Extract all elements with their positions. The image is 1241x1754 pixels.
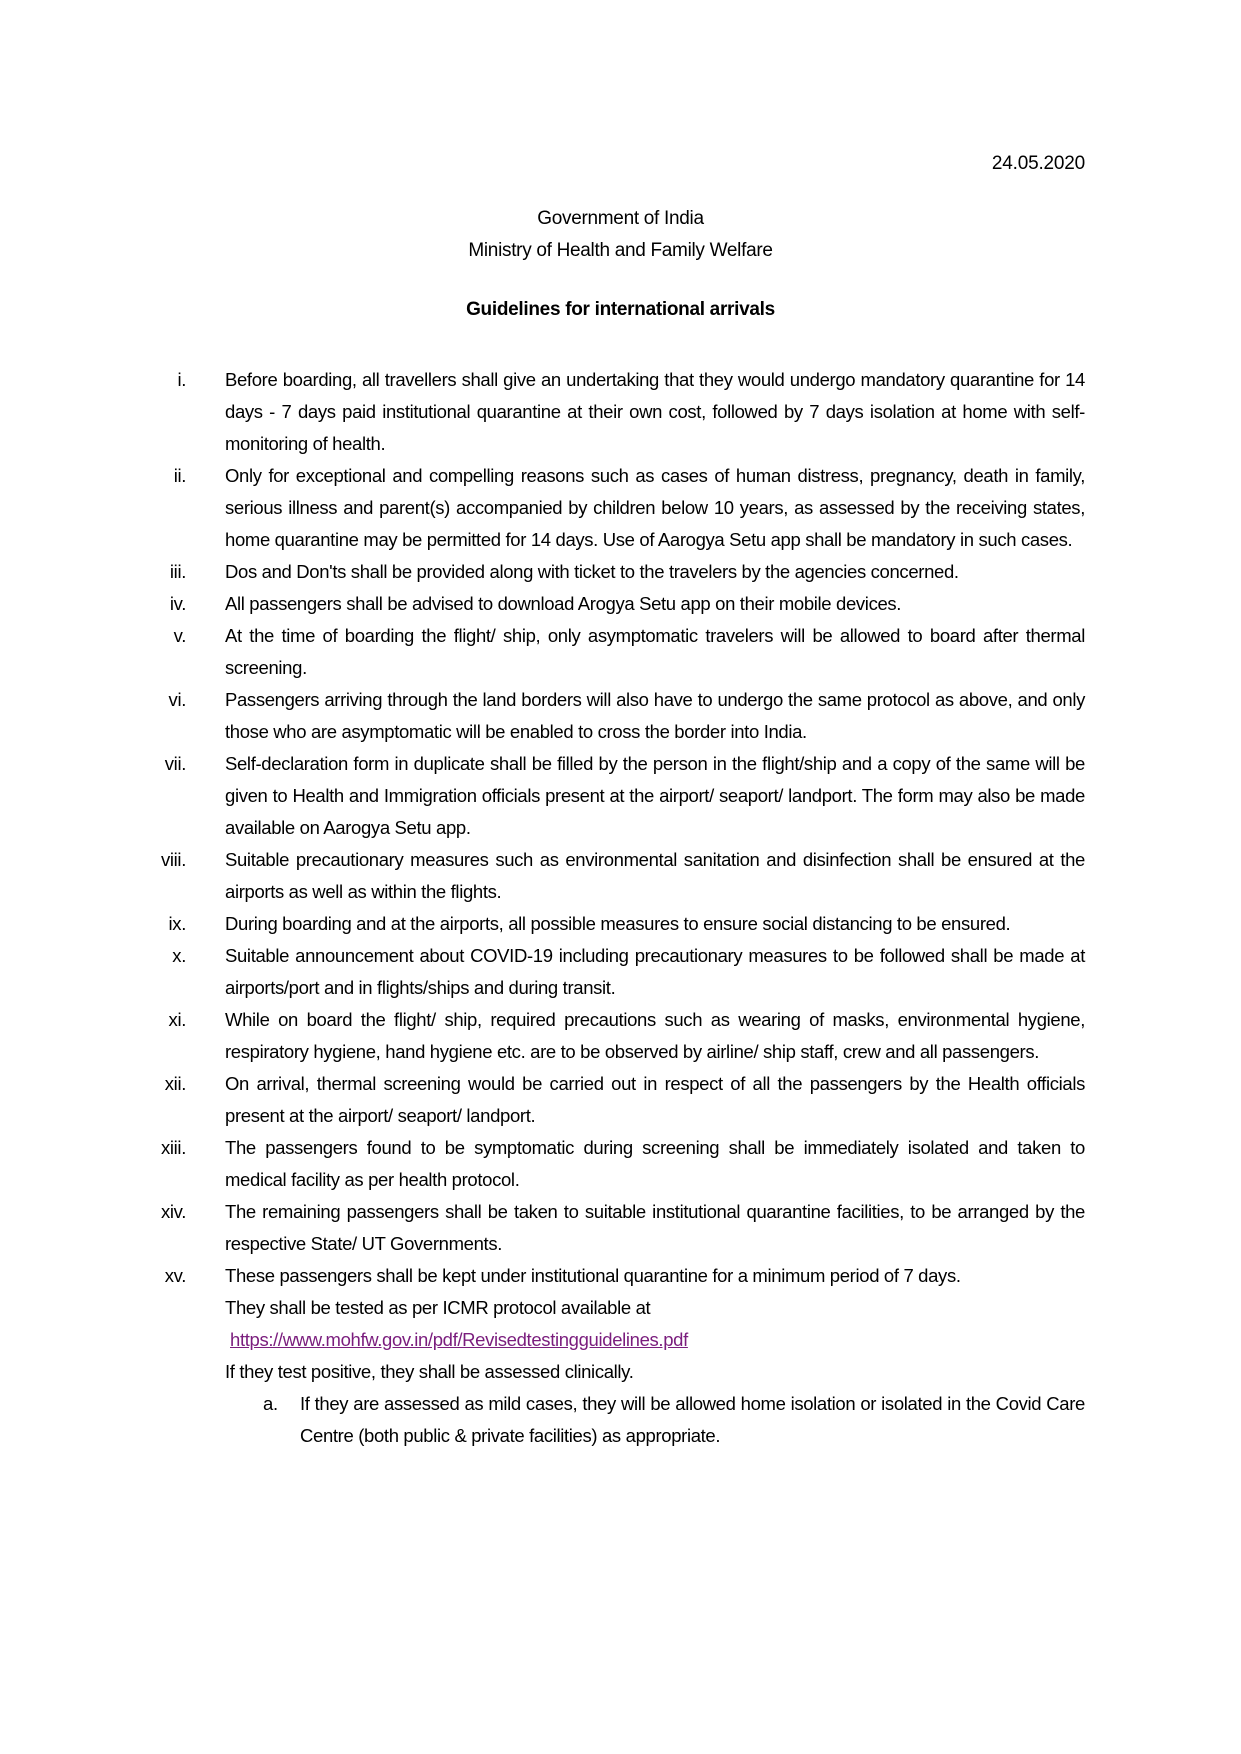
guideline-item-10 — [0, 940, 1241, 1004]
subitem-text: If they are assessed as mild cases, they will be allowed home isolation or isolated in the Covid Care Centre (both public & private facilities) as appropriate. — [300, 1393, 1085, 1446]
guideline-numeral: x. — [172, 945, 186, 966]
guideline-item-1 — [0, 364, 1241, 460]
guideline-numeral: iv. — [169, 593, 186, 614]
guideline-text: While on board the flight/ ship, required precautions such as wearing of masks, environmental hygiene, respiratory hygiene, hand hygiene etc. are to be observed by airline/ ship staff, crew and all passengers. — [225, 1009, 1085, 1062]
guideline-numeral: xv. — [164, 1265, 186, 1286]
guideline-item-2 — [0, 460, 1241, 556]
guideline-item-14 — [0, 1196, 1241, 1260]
guidelines-list — [0, 364, 1241, 1452]
document-date: 24.05.2020 — [991, 153, 1085, 174]
guideline-text: All passengers shall be advised to download Arogya Setu app on their mobile devices. — [225, 593, 902, 614]
guideline-numeral: iii. — [169, 561, 186, 582]
guideline-text-line-2: They shall be tested as per ICMR protocol available at — [225, 1297, 651, 1318]
guideline-text: Suitable precautionary measures such as environmental sanitation and disinfection shall be ensured at the airports as well as within the flights. — [225, 849, 1085, 902]
guideline-numeral: xiv. — [161, 1201, 186, 1222]
guideline-text: Dos and Don'ts shall be provided along with ticket to the travelers by the agencies concerned. — [225, 561, 959, 582]
guideline-text-line-3: If they test positive, they shall be assessed clinically. — [225, 1361, 634, 1382]
document-title: Guidelines for international arrivals — [466, 299, 775, 320]
guideline-text: Passengers arriving through the land borders will also have to undergo the same protocol as above, and only those who are asymptomatic will be enabled to cross the border into India. — [225, 689, 1085, 742]
guideline-item-6 — [0, 684, 1241, 748]
guideline-numeral: i. — [177, 369, 186, 390]
guideline-text-line-1: These passengers shall be kept under institutional quarantine for a minimum period of 7 days. — [225, 1265, 961, 1286]
guideline-item-9 — [0, 908, 1241, 940]
guideline-numeral: xii. — [164, 1073, 186, 1094]
guideline-numeral: v. — [173, 625, 186, 646]
guideline-text: The remaining passengers shall be taken to suitable institutional quarantine facilities, to be arranged by the respective State/ UT Governments. — [225, 1201, 1085, 1254]
ministry-name: Ministry of Health and Family Welfare — [468, 240, 773, 261]
guideline-item-3 — [0, 556, 1241, 588]
guideline-numeral: ix. — [168, 913, 186, 934]
guideline-numeral: vii. — [164, 753, 186, 774]
guideline-text: During boarding and at the airports, all possible measures to ensure social distancing to be ensured. — [225, 913, 1011, 934]
document-header — [0, 203, 1241, 267]
guideline-item-8 — [0, 844, 1241, 908]
guideline-text: On arrival, thermal screening would be carried out in respect of all the passengers by the Health officials present at the airport/ seaport/ landport. — [225, 1073, 1085, 1126]
guideline-numeral: xi. — [168, 1009, 186, 1030]
guideline-text: Before boarding, all travellers shall give an undertaking that they would undergo mandatory quarantine for 14 days - 7 days paid institutional quarantine at their own cost, followed by 7 days isolation at home with self-monitoring of health. — [225, 369, 1085, 454]
subitem-marker: a. — [263, 1393, 278, 1414]
guideline-text: The passengers found to be symptomatic during screening shall be immediately isolated and taken to medical facility as per health protocol. — [225, 1137, 1085, 1190]
guideline-item-5 — [0, 620, 1241, 684]
guideline-numeral: ii. — [173, 465, 186, 486]
icmr-protocol-link[interactable]: https://www.mohfw.gov.in/pdf/Revisedtestingguidelines.pdf — [230, 1329, 688, 1350]
guideline-item-4 — [0, 588, 1241, 620]
guideline-item-13 — [0, 1132, 1241, 1196]
guideline-subitem-a — [225, 1388, 1085, 1452]
guideline-item-12 — [0, 1068, 1241, 1132]
guideline-numeral: xiii. — [161, 1137, 186, 1158]
link-line — [225, 1324, 1085, 1356]
guideline-numeral: viii. — [161, 849, 186, 870]
guideline-item-7 — [0, 748, 1241, 844]
government-name: Government of India — [537, 208, 704, 229]
guideline-item-11 — [0, 1004, 1241, 1068]
guideline-text: At the time of boarding the flight/ ship, only asymptomatic travelers will be allowed to board after thermal screening. — [225, 625, 1085, 678]
guideline-item-15 — [0, 1260, 1241, 1452]
guideline-text: Suitable announcement about COVID-19 including precautionary measures to be followed shall be made at airports/port and in flights/ships and during transit. — [225, 945, 1085, 998]
guideline-sublist — [225, 1388, 1085, 1452]
guideline-numeral: vi. — [168, 689, 186, 710]
guideline-text: Only for exceptional and compelling reasons such as cases of human distress, pregnancy, death in family, serious illness and parent(s) accompanied by children below 10 years, as assessed by the receiving states, home quarantine may be permitted for 14 days. Use of Aarogya Setu app shall be mandatory in such cases. — [225, 465, 1085, 550]
guideline-text: Self-declaration form in duplicate shall be filled by the person in the flight/ship and a copy of the same will be given to Health and Immigration officials present at the airport/ seaport/ landport. The form may also be made available on Aarogya Setu app. — [225, 753, 1085, 838]
